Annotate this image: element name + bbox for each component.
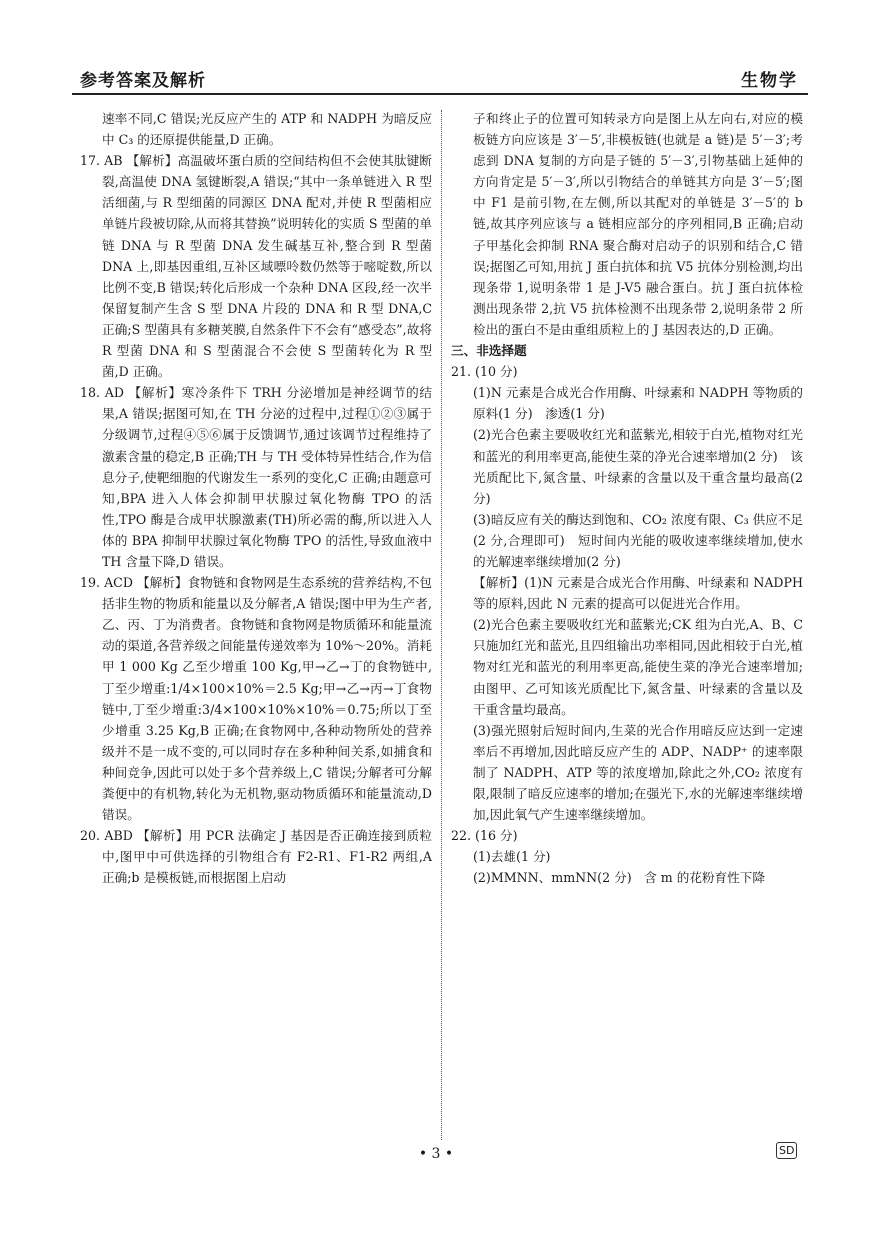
left-column xyxy=(80,108,432,888)
q21-explain-3: (3)强光照射后短时间内,生菜的光合作用暗反应达到一定速率后不再增加,因此暗反应产生的 ADP、NADP⁺ 的速率限制了 NADPH、ATP 等的浓度增加,除此之外,CO₂ 浓度有限,限制了暗反应速率的增加;在强光下,水的光解速率继续增加,因此氧气产生速率继续增加。 xyxy=(473,722,803,823)
q21-explain-1: 【解析】(1)N 元素是合成光合作用酶、叶绿素和 NADPH 等的原料,因此 N 元素的提高可以促进光合作用。 xyxy=(473,575,803,612)
q22-answer-1: (1)去雄(1 分) xyxy=(473,849,551,865)
right-column xyxy=(451,108,803,888)
q21-answer-3: (3)暗反应有关的酶达到饱和、CO₂ 浓度有限、C₃ 供应不足(2 分,合理即可) 短时间内光能的吸收速率继续增加,使水的光解速率继续增加(2 分) xyxy=(473,511,804,569)
question-21: 21. (10 分) xyxy=(451,364,518,380)
answer-17: 17. AB 【解析】高温破坏蛋白质的空间结构但不会使其肽键断裂,高温使 DNA 氢键断裂,A 错误;“其中一条单链进入 R 型活细菌,与 R 型细菌的同源区 DNA 配对,并使 R 型菌相应单链片段被切除,从而将其替换”说明转化的实质 S 型菌的单链 DNA 与 R 型菌 DNA 发生碱基互补,整合到 R 型菌 DNA 上,即基因重组,互补区域嘌呤数仍然等于嘧啶数,所以比例不变,B 错误;转化后形成一个杂种 DNA 区段,经一次半保留复制产生含 S 型 DNA 片段的 DNA 和 R 型 DNA,C 正确;S 型菌具有多糖荚膜,自然条件下不会有“感受态”,故将 R 型菌 DNA 和 S 型菌混合不会使 S 型菌转化为 R 型菌,D 正确。 xyxy=(80,153,432,380)
answer-20: 20. ABD 【解析】用 PCR 法确定 J 基因是否正确连接到质粒中,图甲中可供选择的引物组合有 F2-R1、F1-R2 两组,A 正确;b 是模板链,而根据图上启动 xyxy=(80,828,432,886)
q21-answer-2: (2)光合色素主要吸收红光和蓝紫光,相较于白光,植物对红光和蓝光的利用率更高,能使生菜的净光合速率增加(2 分) 该光质配比下,氮含量、叶绿素的含量以及干重含量均最高(2 分) xyxy=(473,427,803,506)
q21-answer-1: (1)N 元素是合成光合作用酶、叶绿素和 NADPH 等物质的原料(1 分) 渗透(1 分) xyxy=(473,385,803,422)
answer-18: 18. AD 【解析】寒冷条件下 TRH 分泌增加是神经调节的结果,A 错误;据图可知,在 TH 分泌的过程中,过程①②③属于分级调节,过程④⑤⑥属于反馈调节,通过该调节过程维持了激素含量的稳定,B 正确;TH 与 TH 受体特异性结合,作为信息分子,使靶细胞的代谢发生一系列的变化,C 正确;由题意可知,BPA 进入人体会抑制甲状腺过氧化物酶 TPO 的活性,TPO 酶是合成甲状腺激素(TH)所必需的酶,所以进入人体的 BPA 抑制甲状腺过氧化物酶 TPO 的活性,导致血液中 TH 含量下降,D 错误。 xyxy=(80,385,432,569)
q21-explain-2: (2)光合色素主要吸收红光和蓝紫光;CK 组为白光,A、B、C 只施加红光和蓝光,且四组输出功率相同,因此相较于白光,植物对红光和蓝光的利用率更高,能使生菜的净光合速率增加;由图甲、乙可知该光质配比下,氮含量、叶绿素的含量以及干重含量均最高。 xyxy=(473,617,803,717)
answer-20-cont: 子和终止子的位置可知转录方向是图上从左向右,对应的模板链方向应该是 3′－5′,非模板链(也就是 a 链)是 5′－3′;考虑到 DNA 复制的方向是子链的 5′－3′,引物基础上延伸的方向肯定是 5′－3′,所以引物结合的单链其方向是 3′－5′;图中 F1 是前引物,在左侧,所以其配对的单链是 3′－5′的 b 链,故其序列应该与 a 链相应部分的序列相同,B 正确;启动子甲基化会抑制 RNA 聚合酶对启动子的识别和结合,C 错误;据图乙可知,用抗 J 蛋白抗体和抗 V5 抗体分别检测,均出现条带 1,说明条带 1 是 J-V5 融合蛋白。抗 J 蛋白抗体检测出现条带 2,抗 V5 抗体检测不出现条带 2,说明条带 2 所检出的蛋白不是由重组质粒上的 J 基因表达的,D 正确。 xyxy=(473,111,803,337)
edition-badge: SD xyxy=(776,1142,797,1159)
page-number: • 3 • xyxy=(418,1146,454,1162)
header-rule xyxy=(72,93,808,95)
header-title: 参考答案及解析 xyxy=(80,71,206,91)
answer-19: 19. ACD 【解析】食物链和食物网是生态系统的营养结构,不包括非生物的物质和能量以及分解者,A 错误;图中甲为生产者,乙、丙、丁为消费者。食物链和食物网是物质循环和能量流动的渠道,各营养级之间能量传递效率为 10%～20%。消耗甲 1 000 Kg 乙至少增重 100 Kg,甲→乙→丁的食物链中,丁至少增重:1/4×100×10%＝2.5 Kg;甲→乙→丙→丁食物链中,丁至少增重:3/4×100×10%×10%＝0.75;所以丁至少增重 3.25 Kg,B 正确;在食物网中,各种动物所处的营养级并不是一成不变的,可以同时存在多种种间关系,如捕食和种间竞争,因此可以处于多个营养级上,C 错误;分解者可分解粪便中的有机物,转化为无机物,驱动物质循环和能量流动,D 错误。 xyxy=(80,575,432,823)
question-22: 22. (16 分) xyxy=(451,828,518,844)
header-subject: 生物学 xyxy=(741,71,798,91)
para-cont: 速率不同,C 错误;光反应产生的 ATP 和 NADPH 为暗反应中 C₃ 的还原提供能量,D 正确。 xyxy=(102,111,432,148)
column-divider xyxy=(441,110,442,1140)
page-header xyxy=(72,62,808,92)
q22-answer-2: (2)MMNN、mmNN(2 分) 含 m 的花粉育性下降 xyxy=(473,870,765,886)
section-heading: 三、非选择题 xyxy=(451,343,527,359)
